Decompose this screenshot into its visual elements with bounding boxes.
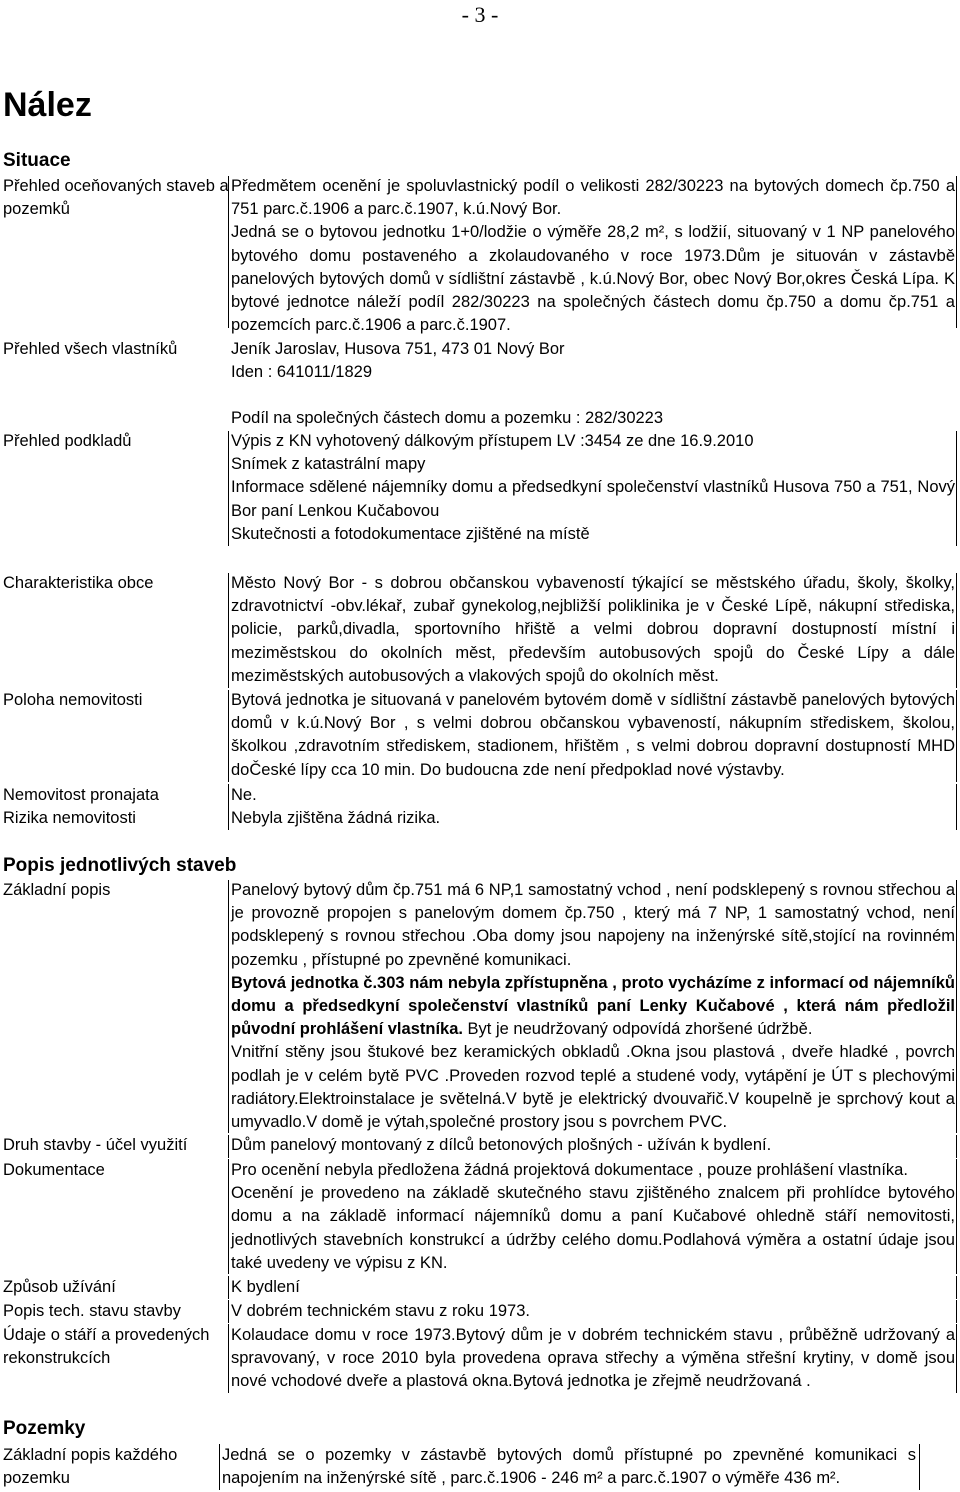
owners-label: Přehled všech vlastníků	[3, 340, 178, 358]
municipality-label: Charakteristika obce	[3, 574, 154, 592]
overview-text	[231, 175, 955, 337]
age-label: Údaje o stáří a provedených	[3, 1326, 210, 1344]
land-label: Základní popis každého	[3, 1446, 178, 1464]
use-label: Způsob užívání	[3, 1278, 116, 1296]
overview-paragraph-2: Jedná se o bytovou jednotku 1+0/lodžie o výměře 28,2 m², s lodžií, situovaný v 1 NP panelového bytového domu postaveného a zkolaudovaného v roce 1973.Dům je situován v zástavbě panelových bytových domů v sídlištní zástavbě , k.ú.Nový Bor, obec Nový Bor,okres Česká Lípa. K bytové jednotce náleží podíl 282/30223 na společných částech domu čp.750 a domu čp.751 a pozemcích parc.č.1906 a parc.č.1907.	[231, 223, 955, 335]
documentation-label: Dokumentace	[3, 1161, 105, 1179]
docs-label: Přehled podkladů	[3, 432, 132, 450]
basic-paragraph-2-rest: Byt je neudržovaný odpovídá zhoršené údržbě.	[462, 1020, 813, 1039]
risks-label: Rizika nemovitosti	[3, 809, 136, 827]
land-text: Jedná se o pozemky v zástavbě bytových domů přístupné po zpevněné komunikaci s napojením na inženýrské sítě , parc.č.1906 - 246 m² a parc.č.1907 o výměře 436 m².	[222, 1446, 916, 1488]
overview-paragraph-1: Předmětem ocenění je spoluvlastnický podíl o velikosti 282/30223 na bytových domech čp.750 a 751 parc.č.1906 a parc.č.1907, k.ú.Nový Bor.	[231, 177, 955, 219]
age-label-cont: rekonstrukcích	[3, 1349, 111, 1367]
doc-item: Snímek z katastrální mapy	[231, 455, 426, 474]
basic-paragraph-3: Vnitřní stěny jsou štukové bez keramických obkladů .Okna jsou plastová , dveře hladké , povrch podlah je v celém bytě PVC .Proveden rozvod teplé a studené vody, vytápění je ÚT s plechovými radiátory.Elektroinstalace je světelná.V bytě je elektrický dvouvařič.V koupelně je sprchový kout a umyvadlo.V domě je výtah,společné prostory jsou s povrchem PVC.	[231, 1043, 955, 1132]
age-value: Kolaudace domu v roce 1973.Bytový dům je v dobrém technickém stavu , průběžně udržovaný a spravovaný, v roce 2010 byla provedena oprava střechy a výměna střešní krytiny, v domě jsou nové vchodové dveře a plastová okna.Bytová jednotka je zřejmě neudržovaná .	[231, 1326, 955, 1391]
overview-label-cont: pozemků	[3, 200, 70, 218]
owner-name: Jeník Jaroslav, Husova 751, 473 01 Nový Bor	[231, 340, 565, 358]
doc-item: Výpis z KN vyhotovený dálkovým přístupem LV :3454 ze dne 16.9.2010	[231, 432, 754, 450]
type-value: Dům panelový montovaný z dílců betonových plošných - užíván k bydlení.	[231, 1136, 772, 1154]
basic-label: Základní popis	[3, 881, 111, 899]
location-label: Poloha nemovitosti	[3, 691, 143, 709]
section-heading-situace: Situace	[3, 150, 71, 171]
owners-text	[231, 338, 955, 384]
land-label-cont: pozemku	[3, 1469, 70, 1487]
documentation-text	[231, 1159, 955, 1275]
owner-id: Iden : 641011/1829	[231, 363, 372, 382]
basic-paragraph-2-bold: Bytová jednotka č.303 nám nebyla zpřístupněna , proto vycházíme z informací od nájemníků domu a předsedkyní společenství vlastníků paní Lenky Kučabové , která nám předložil původní prohlášení vlastníka.	[231, 973, 955, 1039]
basic-paragraph-1: Panelový bytový dům čp.751 má 6 NP,1 samostatný vchod , není podsklepený s rovnou střechou a je provozně propojen s panelovým domem čp.750 , který má 7 NP, 1 samostatný vchod, není podsklepený s rovnou střechou .Oba domy jsou napojeny na inženýrské sítě,stojící na rovinném pozemku , přístupné po zpevněné komunikaci.	[231, 881, 955, 969]
state-label: Popis tech. stavu stavby	[3, 1302, 181, 1320]
documentation-paragraph-1: Pro ocenění nebyla předložena žádná projektová dokumentace , pouze prohlášení vlastníka.	[231, 1161, 908, 1179]
risks-value: Nebyla zjištěna žádná rizika.	[231, 809, 441, 827]
documentation-paragraph-2: Ocenění je provedeno na základě skutečného stavu zjištěného znalcem při prohlídce bytového domu a na základě informací nájemníků domu a paní Kučabové ohledně stáří nemovitosti, jednotlivých stavebních konstrukcí a údržby celého domu.Podlahová výměra a ostatní údaje jsou také uvedeny ve výpisu z KN.	[231, 1184, 955, 1272]
page-number: - 3 -	[461, 2, 499, 27]
rented-label: Nemovitost pronajata	[3, 786, 159, 804]
doc-item: Informace sdělené nájemníky domu a předsedkyní společenství vlastníků Husova 750 a 751, Nový Bor paní Lenkou Kučabovou	[231, 478, 955, 520]
section-heading-pozemky: Pozemky	[3, 1418, 86, 1439]
basic-paragraph-2	[231, 972, 955, 1042]
location-text: Bytová jednotka je situovaná v panelovém bytovém domě v sídlištní zástavbě panelových bytových domů v k.ú.Nový Bor , s velmi dobrou občanskou vybaveností, nákupním střediskem, školou, školkou ,zdravotním střediskem, stadionem, hřištěm , s velmi dobrou dopravní dostupností MHD doČeské lípy cca 10 min. Do budoucna zde není předpoklad nové výstavby.	[231, 691, 955, 779]
owner-share: Podíl na společných částech domu a pozemku : 282/30223	[231, 409, 664, 427]
rented-value: Ne.	[231, 786, 257, 804]
section-heading-stavby: Popis jednotlivých staveb	[3, 855, 237, 876]
page-title: Nález	[3, 86, 92, 124]
use-value: K bydlení	[231, 1278, 300, 1296]
overview-label: Přehled oceňovaných staveb a	[3, 177, 229, 195]
docs-list	[231, 430, 955, 546]
doc-item: Skutečnosti a fotodokumentace zjištěné na místě	[231, 524, 590, 543]
municipality-text: Město Nový Bor - s dobrou občanskou vybaveností týkající se městského úřadu, školy, školky, zdravotnictví -obv.lékař, zubař gynekolog,nejbližší poliklinika je v České Lípě, nákupní střediska, policie, parků,divadla, sportovního hřiště a velmi dobrou dopravní dostupností místní i meziměstskou do okolních měst, především autobusových spojů do České Lípy a dále meziměstských autobusových a vlakových spojů do okolních měst.	[231, 574, 955, 685]
basic-text	[231, 879, 955, 1134]
state-value: V dobrém technickém stavu z roku 1973.	[231, 1302, 530, 1320]
type-label: Druh stavby - účel využití	[3, 1136, 188, 1154]
